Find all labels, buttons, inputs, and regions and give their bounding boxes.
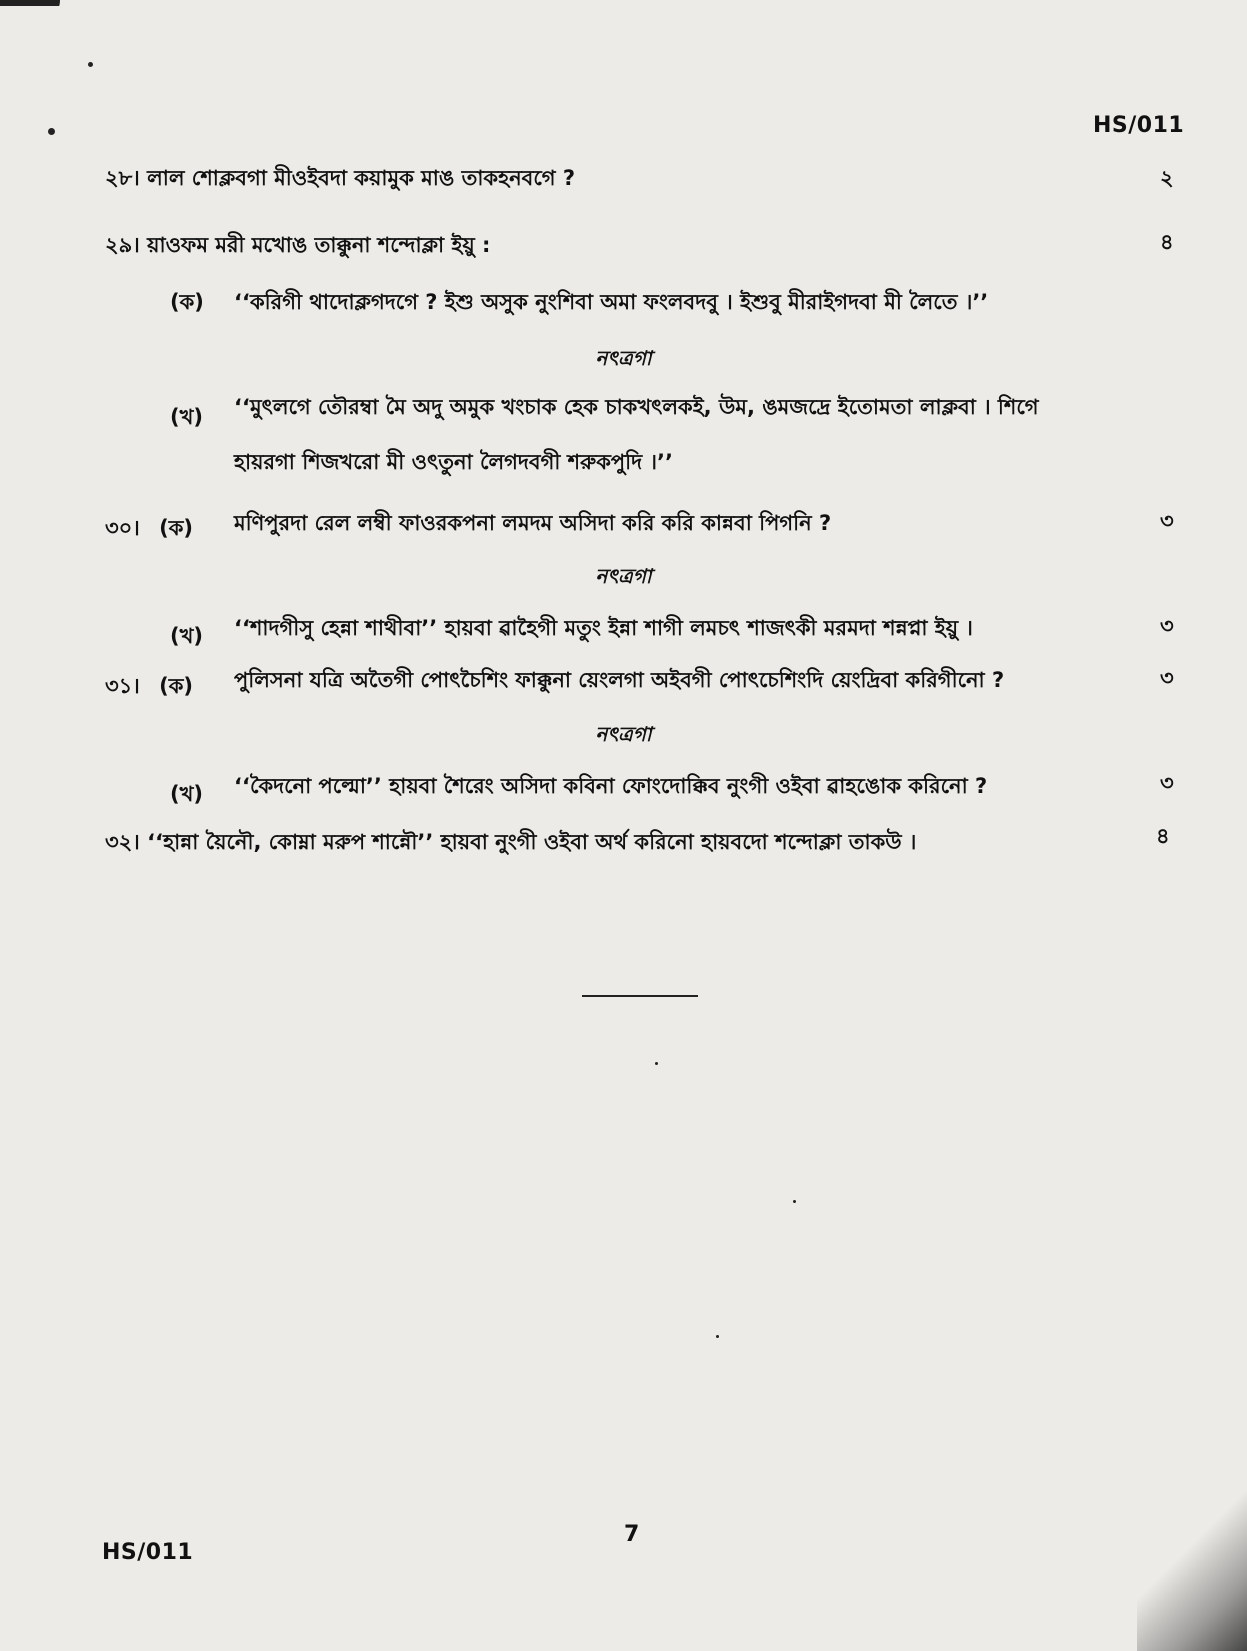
question-number: ২৮।: [105, 166, 140, 190]
question-28: [105, 162, 575, 197]
sub-label: (ক): [159, 516, 194, 540]
footer-code: HS/011: [102, 1540, 194, 1565]
question-30: [105, 512, 193, 547]
marks: ২: [1160, 166, 1174, 190]
speck: [88, 62, 93, 67]
or-divider: নৎত্রগা: [595, 346, 652, 370]
sub-label: (খ): [170, 782, 203, 806]
speck: [655, 1062, 658, 1065]
question-29-ka: [170, 286, 204, 321]
bullet-dot: [48, 128, 55, 135]
sub-text: ‘‘কৈদনো পল্মো’’ হায়বা শৈরেং অসিদা কবিনা ফোংদোক্কিব নুংগী ওইবা ৱাহঙোক করিনো ?: [234, 774, 988, 798]
question-29: [105, 229, 490, 264]
or-divider: নৎত্রগা: [595, 564, 652, 588]
marks: ৪: [1160, 230, 1174, 254]
marks: ৩: [1160, 666, 1174, 690]
end-rule: [582, 995, 698, 997]
or-divider: নৎত্রগা: [595, 722, 652, 746]
question-number: ৩১।: [105, 674, 140, 698]
question-29-kha: [170, 401, 203, 436]
question-31: [105, 670, 193, 705]
sub-text-continuation: হায়রগা শিজখরো মী ওৎতুনা লৈগদবগী শরুকপুদি ।’’: [234, 450, 673, 474]
sub-label: (ক): [170, 290, 204, 314]
marks: ৩: [1160, 771, 1174, 795]
marks: ৩: [1160, 614, 1174, 638]
question-32: [105, 826, 1125, 861]
question-number: ৩২।: [105, 830, 140, 854]
marks: ৩: [1160, 509, 1174, 533]
sub-text: ‘‘শাদগীসু হেন্না শাথীবা’’ হায়বা ৱাহৈগী মতুং ইন্না শাগী লমচৎ শাজৎকী মরমদা শন্নপ্না ইয়ু ।: [234, 616, 973, 640]
question-number: ২৯।: [105, 233, 140, 257]
speck: [793, 1200, 796, 1203]
sub-label: (ক): [159, 674, 193, 698]
page-shadow: [1137, 1401, 1247, 1651]
sub-text: ‘‘মুৎলগে তৌরম্বা মৈ অদু অমুক খংচাক হেক চাকখৎলকই, উম, ঙমজদ্রে ইতোমতা লাক্লবা । শিগে: [234, 395, 1039, 419]
question-number: ৩০।: [105, 516, 140, 540]
sub-label: (খ): [170, 624, 203, 648]
sub-label: (খ): [170, 405, 203, 429]
page-corner-mark: [0, 0, 60, 24]
speck: [716, 1335, 719, 1338]
page-number: 7: [624, 1522, 640, 1547]
question-30-kha: [170, 620, 203, 655]
marks: ৪: [1156, 824, 1170, 848]
question-text: লাল শোক্লবগা মীওইবদা কয়ামুক মাঙ তাকহনবগে ?: [147, 166, 576, 190]
question-text: ‘‘হান্না য়ৈনৌ, কোম্না মরুপ শান্নৌ’’ হায়বা নুংগী ওইবা অর্থ করিনো হায়বদো শন্দোক্লা তাকউ ।: [147, 830, 917, 854]
question-text: য়াওফম মরী মখোঙ তাক্কুনা শন্দোক্লা ইয়ু :: [147, 233, 491, 257]
question-text: মণিপুরদা রেল লম্বী ফাওরকপনা লমদম অসিদা করি করি কান্নবা পিগনি ?: [234, 511, 832, 535]
sub-text: ‘‘করিগী থাদোক্লগদগে ? ইশু অসুক নুংশিবা অমা ফংলবদবু । ইশুবু মীরাইগদবা মী লৈতে ।’’: [234, 290, 989, 314]
question-31-kha: [170, 778, 203, 813]
header-code: HS/011: [1093, 113, 1185, 138]
question-text: পুলিসনা যত্রি অতৈগী পোৎচৈশিং ফাক্কুনা য়েংলগা অইবগী পোৎচেশিংদি য়েংদ্রিবা করিগীনো ?: [234, 668, 1005, 692]
